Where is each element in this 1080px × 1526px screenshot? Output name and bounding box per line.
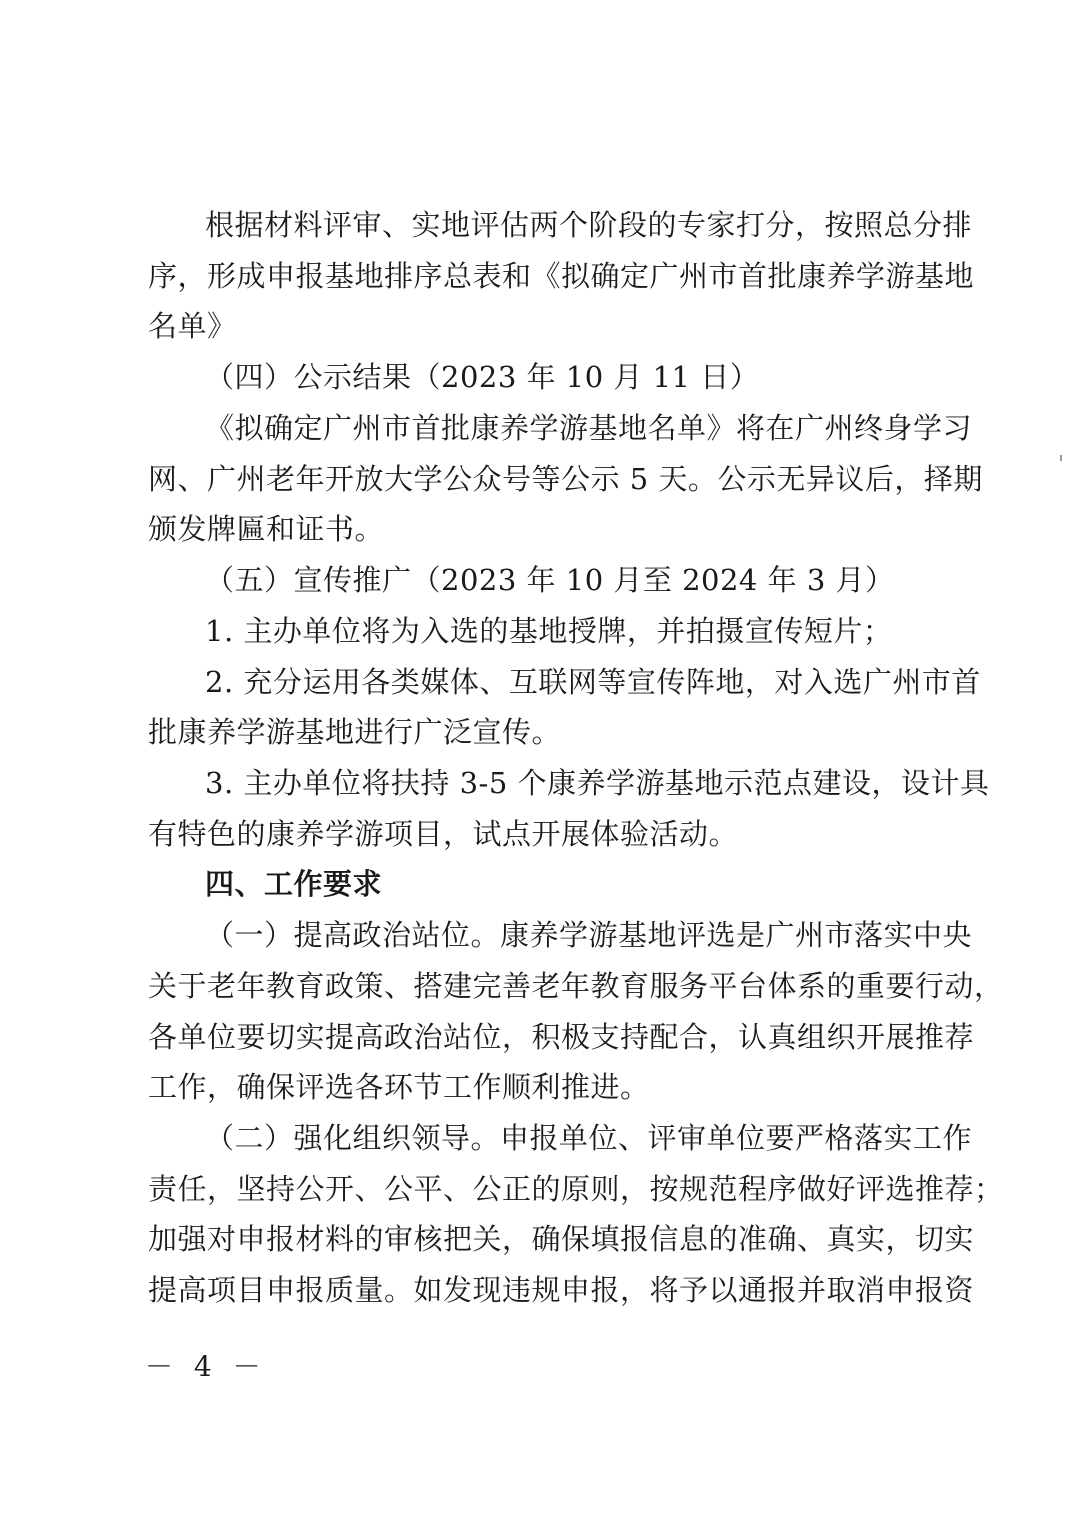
- paragraph-line: 名单》: [148, 309, 237, 343]
- paragraph-line: （二）强化组织领导。申报单位、评审单位要严格落实工作: [205, 1121, 973, 1155]
- paragraph-line: 网、广州老年开放大学公众号等公示 5 天。公示无异议后，择期: [148, 462, 983, 496]
- chapter-heading: 四、工作要求: [205, 867, 383, 901]
- paragraph-line: 颁发牌匾和证书。: [148, 512, 385, 546]
- list-item-continuation: 有特色的康养学游项目，试点开展体验活动。: [148, 817, 739, 851]
- list-item-continuation: 批康养学游基地进行广泛宣传。: [148, 715, 562, 749]
- paragraph-line: 《拟确定广州市首批康养学游基地名单》将在广州终身学习: [205, 411, 973, 445]
- paragraph-line: 关于老年教育政策、搭建完善老年教育服务平台体系的重要行动，: [148, 969, 1004, 1003]
- section-heading: （五）宣传推广（2023 年 10 月至 2024 年 3 月）: [205, 563, 895, 597]
- paragraph-line: （一）提高政治站位。康养学游基地评选是广州市落实中央: [205, 918, 973, 952]
- section-heading: （四）公示结果（2023 年 10 月 11 日）: [205, 360, 760, 394]
- list-item: 1. 主办单位将为入选的基地授牌，并拍摄宣传短片；: [205, 614, 893, 648]
- paragraph-line: 责任，坚持公开、公平、公正的原则，按规范程序做好评选推荐；: [148, 1172, 1004, 1206]
- paragraph-line: 提高项目申报质量。如发现违规申报，将予以通报并取消申报资: [148, 1273, 975, 1307]
- list-item: 3. 主办单位将扶持 3-5 个康养学游基地示范点建设，设计具: [205, 766, 990, 800]
- paragraph-line: 工作，确保评选各环节工作顺利推进。: [148, 1070, 650, 1104]
- paragraph-line: 各单位要切实提高政治站位，积极支持配合，认真组织开展推荐: [148, 1020, 975, 1054]
- paragraph-line: 根据材料评审、实地评估两个阶段的专家打分，按照总分排: [205, 208, 973, 242]
- page-number: － 4 －: [145, 1350, 267, 1383]
- list-item: 2. 充分运用各类媒体、互联网等宣传阵地，对入选广州市首: [205, 665, 981, 699]
- scan-speck: [1060, 455, 1062, 461]
- paragraph-line: 序，形成申报基地排序总表和《拟确定广州市首批康养学游基地: [148, 259, 975, 293]
- paragraph-line: 加强对申报材料的审核把关，确保填报信息的准确、真实，切实: [148, 1222, 975, 1256]
